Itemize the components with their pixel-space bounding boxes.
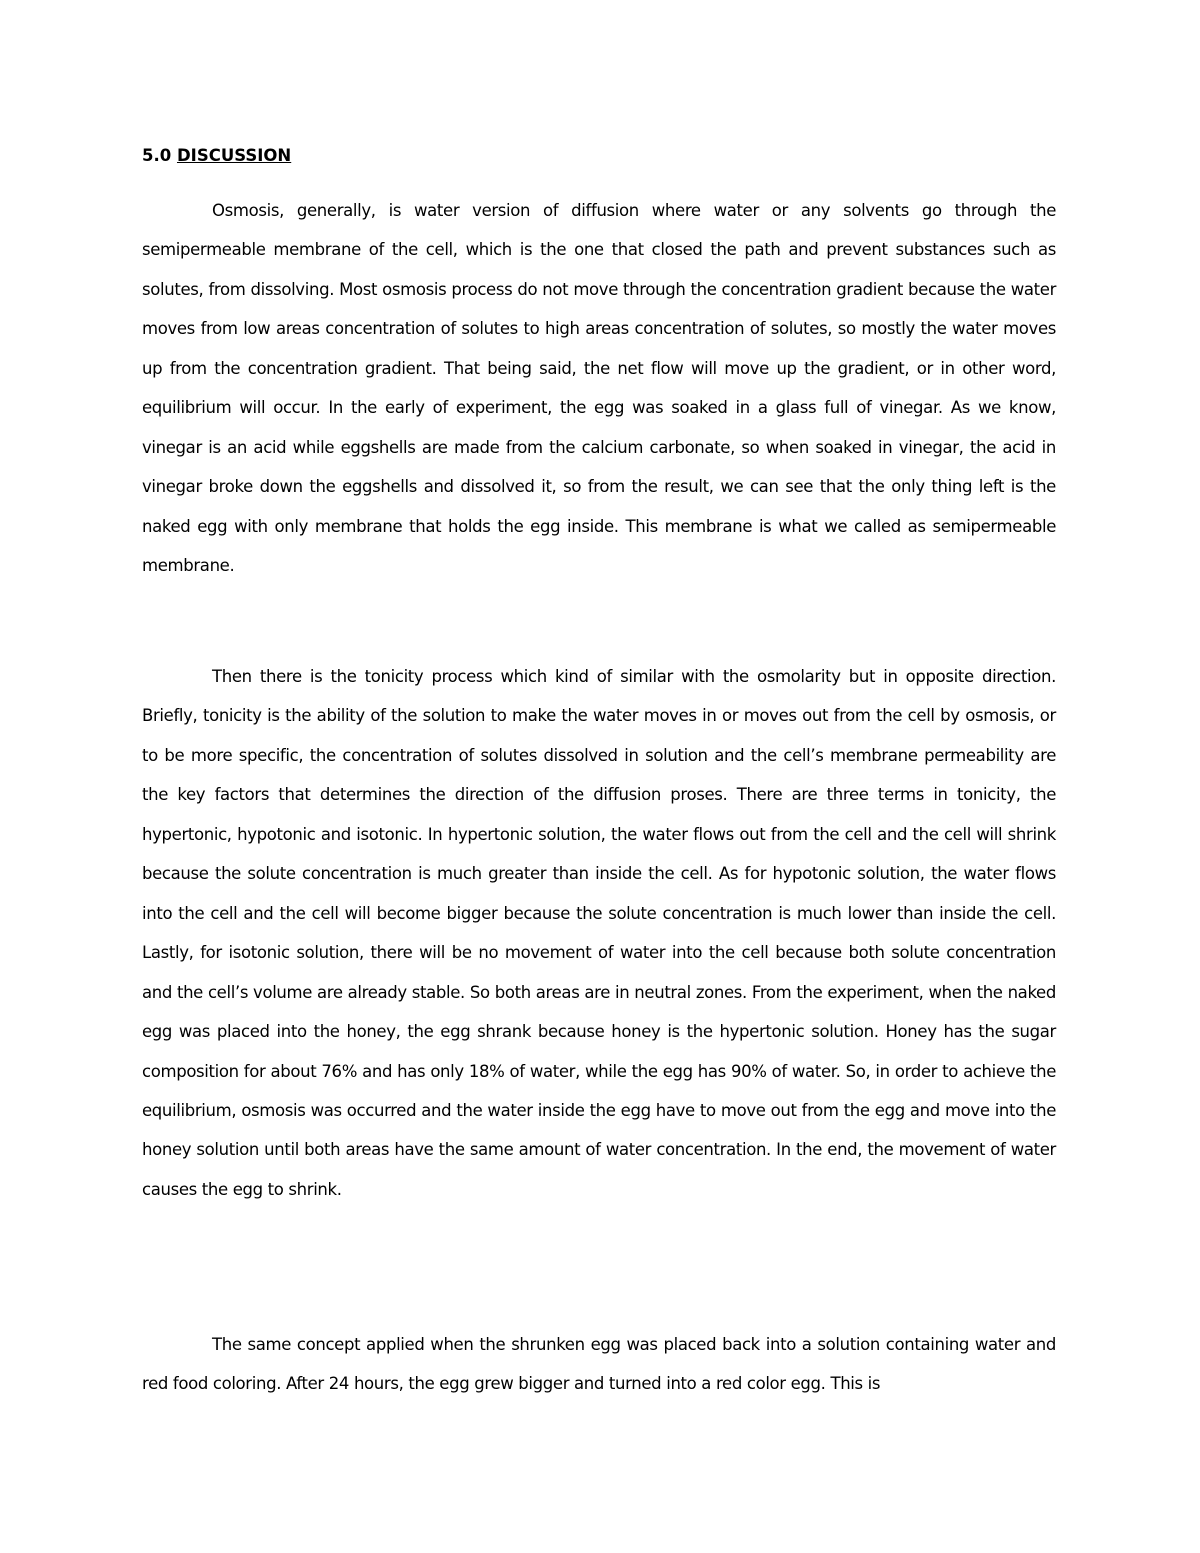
section-heading (142, 144, 291, 168)
paragraph-same-concept: The same concept applied when the shrunken egg was placed back into a solution containing water and red food coloring. After 24 hours, the egg grew bigger and turned into a red color egg. This is (142, 1335, 1056, 1394)
section-title: DISCUSSION (176, 146, 292, 165)
paragraph-tonicity: Then there is the tonicity process which kind of similar with the osmolarity but in opposite direction. Briefly, tonicity is the ability of the solution to make the water moves in or moves out from the cell by osmosis, or to be more specific, the concentration of solutes dissolved in solution and the cell’s membrane permeability are the key factors that determines the direction of the diffusion proses. There are three terms in tonicity, the hypertonic, hypotonic and isotonic. In hypertonic solution, the water flows out from the cell and the cell will shrink because the solute concentration is much greater than inside the cell. As for hypotonic solution, the water flows into the cell and the cell will become bigger because the solute concentration is much lower than inside the cell. Lastly, for isotonic solution, there will be no movement of water into the cell because both solute concentration and the cell’s volume are already stable. So both areas are in neutral zones. From the experiment, when the naked egg was placed into the honey, the egg shrank because honey is the hypertonic solution. Honey has the sugar composition for about 76% and has only 18% of water, while the egg has 90% of water. So, in order to achieve the equilibrium, osmosis was occurred and the water inside the egg have to move out from the egg and move into the honey solution until both areas have the same amount of water concentration. In the end, the movement of water causes the egg to shrink. (142, 667, 1056, 1199)
paragraph-osmosis: Osmosis, generally, is water version of diffusion where water or any solvents go through the semipermeable membrane of the cell, which is the one that closed the path and prevent substances such as solutes, from dissolving. Most osmosis process do not move through the concentration gradient because the water moves from low areas concentration of solutes to high areas concentration of solutes, so mostly the water moves up from the concentration gradient. That being said, the net flow will move up the gradient, or in other word, equilibrium will occur. In the early of experiment, the egg was soaked in a glass full of vinegar. As we know, vinegar is an acid while eggshells are made from the calcium carbonate, so when soaked in vinegar, the acid in vinegar broke down the eggshells and dissolved it, so from the result, we can see that the only thing left is the naked egg with only membrane that holds the egg inside. This membrane is what we called as semipermeable membrane. (142, 201, 1056, 576)
section-number: 5.0 (142, 146, 172, 165)
